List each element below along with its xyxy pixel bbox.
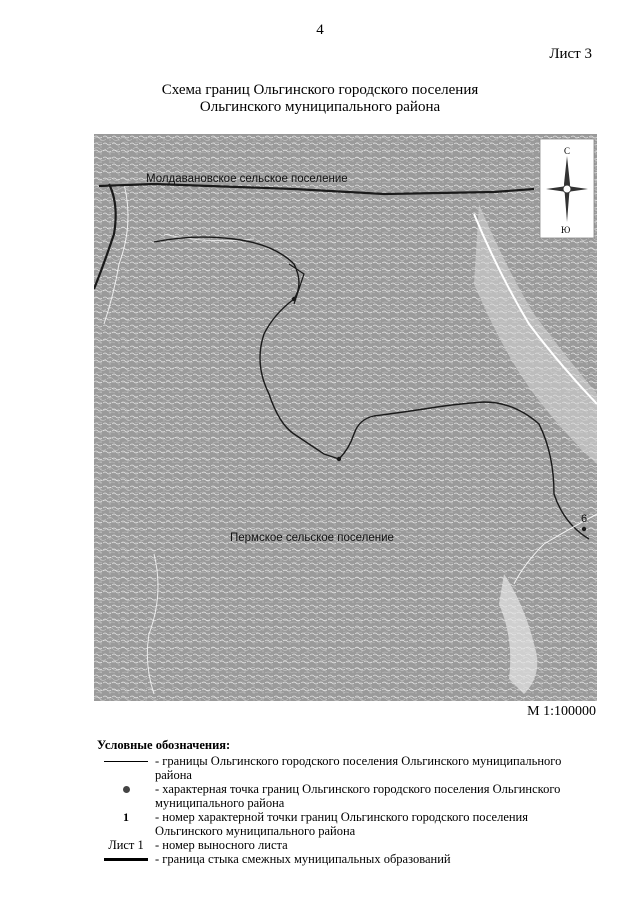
thick-line-symbol [104, 858, 148, 861]
boundary-point [337, 457, 341, 461]
boundary-point [582, 527, 586, 531]
legend-item-text: - номер выносного листа [155, 838, 288, 852]
legend-item-text: - номер характерной точки границ Ольгинского городского поселения Ольгинского муниципального района [155, 810, 528, 838]
compass-south-label: Ю [561, 225, 571, 235]
legend-item-point [97, 782, 597, 810]
map-scale: М 1:100000 [527, 704, 596, 719]
compass-north-label: С [564, 146, 571, 156]
legend-item-sheet [97, 838, 597, 852]
south-settlement-label: Пермское сельское поселение [230, 532, 394, 544]
sheet-label: Лист 3 [549, 46, 592, 62]
legend-item-text: - характерная точка границ Ольгинского городского поселения Ольгинского муниципального района [155, 782, 561, 810]
point-dot-symbol [123, 786, 130, 793]
map-title-line-1: Схема границ Ольгинского городского поселения [161, 82, 479, 98]
map-title [0, 82, 640, 116]
north-settlement-label: Молдавановское сельское поселение [146, 173, 348, 185]
legend-item-text: - граница стыка смежных муниципальных образований [155, 852, 451, 866]
legend-item-boundary [97, 754, 597, 782]
boundary-line-symbol [104, 761, 148, 762]
map-legend [97, 738, 597, 866]
legend-title: Условные обозначения: [97, 738, 231, 752]
topographic-map [94, 134, 597, 701]
page-number: 4 [316, 22, 324, 38]
legend-item-point-number [97, 810, 597, 838]
boundary-point-number-label: 6 [581, 513, 588, 525]
sheet-number-symbol: Лист 1 [108, 838, 144, 852]
map-title-line-2: Ольгинского муниципального района [199, 99, 441, 115]
legend-item-junction-boundary [97, 852, 597, 866]
boundary-point [292, 297, 296, 301]
point-number-symbol: 1 [123, 810, 129, 824]
compass-rose [540, 139, 594, 238]
legend-item-text: - границы Ольгинского городского поселения Ольгинского муниципального района [155, 754, 562, 782]
